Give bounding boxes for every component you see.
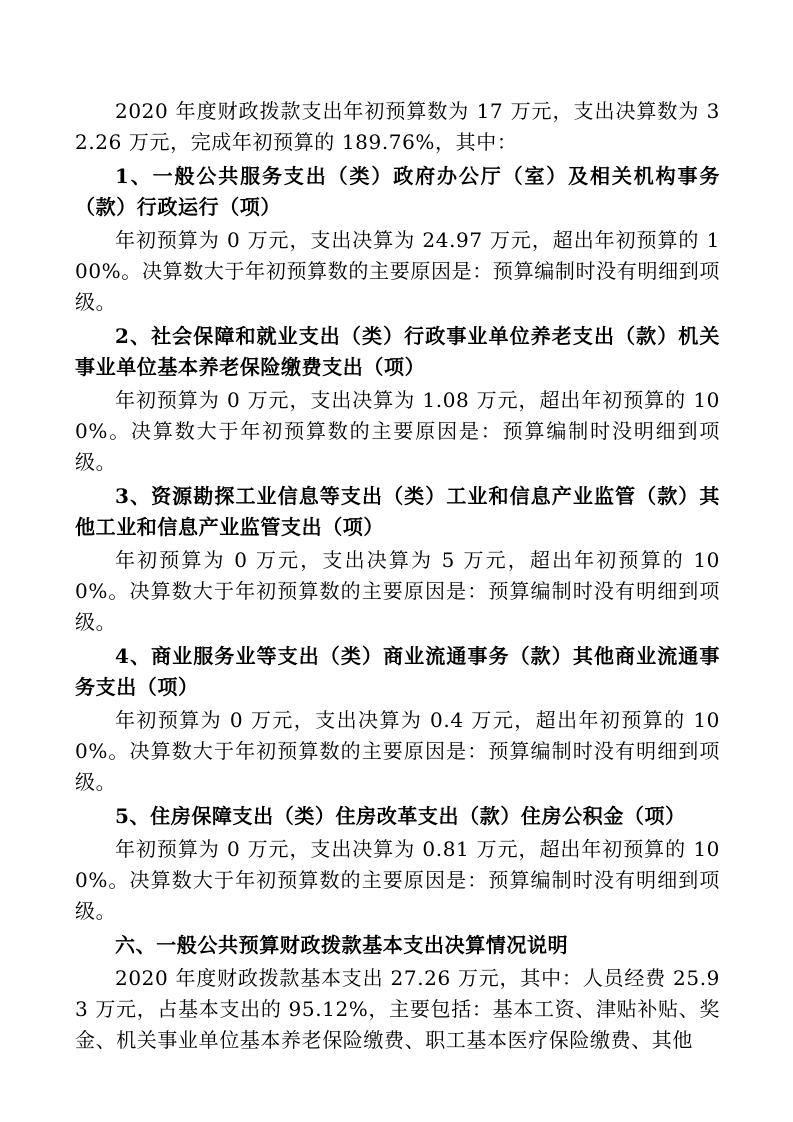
document-body <box>75 96 720 1058</box>
paragraph-intro: 2020 年度财政拨款支出年初预算数为 17 万元，支出决算数为 32.26 万元，完成年初预算的 189.76%，其中： <box>75 99 720 154</box>
paragraph-section-2: 年初预算为 0 万元，支出决算为 1.08 万元，超出年初预算的 100%。决算数大于年初预算数的主要原因是：预算编制时没明细到项级。 <box>75 388 720 474</box>
paragraph-section-1: 年初预算为 0 万元，支出决算为 24.97 万元，超出年初预算的 100%。决算数大于年初预算数的主要原因是：预算编制时没有明细到项级。 <box>75 228 720 314</box>
paragraph-section-4: 年初预算为 0 万元，支出决算为 0.4 万元，超出年初预算的 100%。决算数大于年初预算数的主要原因是：预算编制时没有明细到项级。 <box>75 708 720 794</box>
paragraph-section-3: 年初预算为 0 万元，支出决算为 5 万元，超出年初预算的 100%。决算数大于年初预算数的主要原因是：预算编制时没有明细到项级。 <box>75 548 720 634</box>
section-heading-2: 2、社会保障和就业支出（类）行政事业单位养老支出（款）机关事业单位基本养老保险缴费支出（项） <box>75 324 720 379</box>
paragraph-section-6: 2020 年度财政拨款基本支出 27.26 万元，其中：人员经费 25.93 万元，占基本支出的 95.12%，主要包括：基本工资、津贴补贴、奖金、机关事业单位基本养老保险缴费、职工基本医疗保险缴费、其他 <box>75 966 720 1052</box>
section-heading-3: 3、资源勘探工业信息等支出（类）工业和信息产业监管（款）其他工业和信息产业监管支出（项） <box>75 484 720 539</box>
section-heading-6: 六、一般公共预算财政拨款基本支出决算情况说明 <box>115 933 569 957</box>
section-heading-1: 1、一般公共服务支出（类）政府办公厅（室）及相关机构事务（款）行政运行（项） <box>75 164 720 219</box>
section-heading-4: 4、商业服务业等支出（类）商业流通事务（款）其他商业流通事务支出（项） <box>75 644 720 699</box>
paragraph-section-5: 年初预算为 0 万元，支出决算为 0.81 万元，超出年初预算的 100%。决算数大于年初预算数的主要原因是：预算编制时没有明细到项级。 <box>75 837 720 923</box>
section-heading-5: 5、住房保障支出（类）住房改革支出（款）住房公积金（项） <box>115 804 686 828</box>
